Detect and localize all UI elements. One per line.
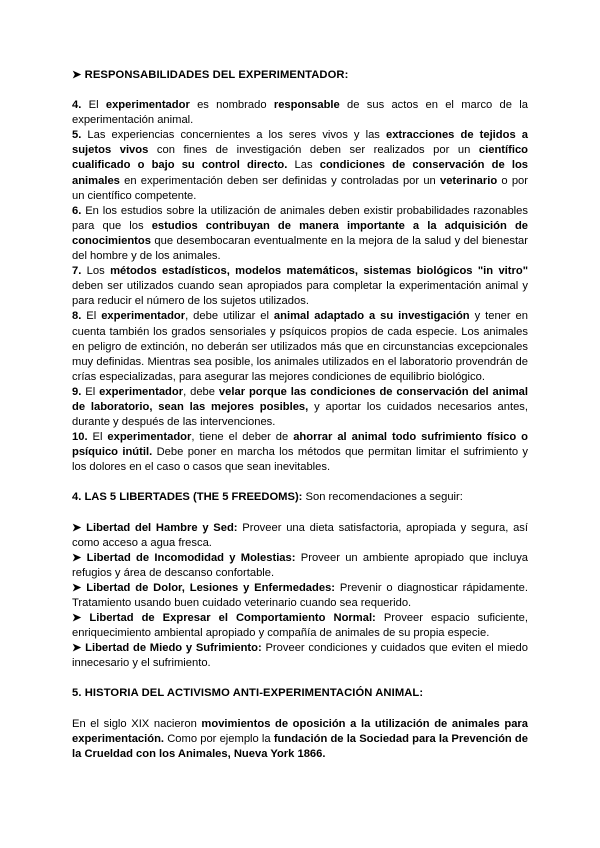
item-text-segment: condiciones de conservación de los animales xyxy=(72,159,528,187)
item-text-segment: El xyxy=(87,431,108,444)
arrow-bullet-icon: ➤ xyxy=(72,521,87,534)
item-text-segment: científico cualificado o bajo su control directo. xyxy=(72,144,528,172)
arrow-bullet-icon: ➤ xyxy=(72,642,86,655)
item-text-segment: Los xyxy=(81,265,111,278)
item-text-segment: o por un científico competente. xyxy=(72,174,529,202)
item-text-segment: Las experiencias concernientes a los seres vivos y las xyxy=(81,129,386,142)
libertades-heading-bold: 4. LAS 5 LIBERTADES (THE 5 FREEDOMS): xyxy=(72,491,303,504)
freedoms-list xyxy=(72,521,528,672)
item-text-segment: que desembocaran eventualmente en la mejora de la salud y del bienestar del hombre y de los animales. xyxy=(72,234,528,263)
freedom-title: Libertad del Hambre y Sed: xyxy=(86,521,238,534)
item-text-segment: veterinario xyxy=(439,174,498,187)
item-text-segment: , tiene el deber de xyxy=(191,431,294,444)
item-number: 7. xyxy=(72,265,82,278)
section-heading-historia: 5. HISTORIA DEL ACTIVISMO ANTI-EXPERIMENTACIÓN ANIMAL: xyxy=(72,687,424,700)
item-text-segment: en experimentación deben ser definidas y controladas por un xyxy=(119,174,440,187)
freedom-title: Libertad de Expresar el Comportamiento Normal: xyxy=(89,612,376,625)
freedom-item xyxy=(72,641,528,671)
item-text-segment: estudios contribuyan de manera importante a la adquisición de conocimientos xyxy=(72,219,528,247)
item-number: 6. xyxy=(72,204,82,217)
item-number: 10. xyxy=(72,431,88,444)
item-text-segment: experimentador xyxy=(99,385,184,398)
item-text-segment: experimentador xyxy=(105,99,190,112)
item-text-segment: Las xyxy=(287,159,320,172)
responsibilities-list xyxy=(72,98,528,475)
item-text-segment: métodos estadísticos, modelos matemáticos, sistemas biológicos "in vitro" xyxy=(110,265,528,278)
freedom-text: Proveer espacio suficiente, enriquecimiento ambiental apropiado y compañía de animales de su propia especie. xyxy=(72,612,528,640)
historia-paragraph xyxy=(72,717,528,762)
item-text-segment: ahorrar al animal todo sufrimiento físico o psíquico inútil. xyxy=(72,431,528,459)
item-text-segment: En los estudios sobre la utilización de animales deben existir probabilidades razonables para que los xyxy=(72,204,528,232)
document-page xyxy=(72,68,528,762)
item-text-segment: de sus actos en el marco de la experimentación animal. xyxy=(72,99,528,127)
section-heading-libertades xyxy=(72,490,528,505)
freedom-item xyxy=(72,611,528,641)
responsibility-item xyxy=(72,309,528,384)
item-text-segment: deben ser utilizados cuando sean apropiados para completar la experimentación animal y para reducir el número de los sujetos utilizados. xyxy=(72,280,528,308)
freedom-item xyxy=(72,551,528,581)
arrow-bullet-icon: ➤ xyxy=(72,551,87,564)
historia-text-segment: En el siglo XIX nacieron xyxy=(72,717,202,730)
freedom-item xyxy=(72,521,528,551)
item-text-segment: responsable xyxy=(273,99,340,112)
item-number: 8. xyxy=(72,310,82,323)
libertades-heading-tail: Son recomendaciones a seguir: xyxy=(302,491,463,504)
item-text-segment: experimentador xyxy=(107,431,192,444)
responsibility-item xyxy=(72,128,528,203)
item-text-segment: , debe xyxy=(183,385,219,398)
item-text-segment: con fines de investigación deben ser realizados por un xyxy=(148,144,479,157)
item-text-segment: El xyxy=(81,385,100,398)
item-number: 5. xyxy=(72,129,82,142)
item-text-segment: es nombrado xyxy=(189,99,274,112)
historia-text-segment: Como por ejemplo la xyxy=(164,732,274,745)
item-text-segment: El xyxy=(81,310,102,323)
item-text-segment: , debe utilizar el xyxy=(185,310,274,323)
item-text-segment: El xyxy=(81,99,106,112)
freedom-item xyxy=(72,581,528,611)
responsibility-item xyxy=(72,204,528,264)
freedom-text: Proveer un ambiente apropiado que incluya refugios y área de descanso confortable. xyxy=(72,551,529,579)
freedom-text: Proveer condiciones y cuidados que eviten el miedo innecesario y el sufrimiento. xyxy=(72,642,529,670)
item-number: 4. xyxy=(72,99,82,112)
item-text-segment: extracciones de tejidos a sujetos vivos xyxy=(72,129,528,157)
freedom-title: Libertad de Incomodidad y Molestias: xyxy=(86,551,296,564)
item-text-segment: animal adaptado a su investigación xyxy=(273,310,470,323)
item-text-segment: experimentador xyxy=(101,310,186,323)
item-text-segment: y tener en cuenta también los grados sensoriales y psíquicos propios de cada especie. Los animales en peligro de extinción, no deberán ser utilizados más que en circunstancias excepcionales muy definidas. Mientras sea posible, los animales utilizados en el laboratorio provendrán de crías especializadas, para asegurar las mejores condiciones de equilibrio biológico. xyxy=(72,310,529,383)
historia-text-segment: fundación de la Sociedad para la Prevención de la Crueldad con los Animales, Nueva York 1866. xyxy=(72,732,528,760)
freedom-text: Prevenir o diagnosticar rápidamente. Tratamiento usando buen cuidado veterinario cuando sea requerido. xyxy=(72,581,528,609)
section-heading-responsabilidades: ➤ RESPONSABILIDADES DEL EXPERIMENTADOR: xyxy=(72,69,349,81)
arrow-bullet-icon: ➤ xyxy=(72,581,87,594)
freedom-text: Proveer una dieta satisfactoria, apropiada y segura, así como acceso a agua fresca. xyxy=(72,521,528,549)
responsibility-item xyxy=(72,430,528,475)
historia-text-segment: movimientos de oposición a la utilización de animales para experimentación. xyxy=(72,717,529,745)
item-number: 9. xyxy=(72,385,82,398)
freedom-title: Libertad de Dolor, Lesiones y Enfermedades: xyxy=(86,581,336,594)
item-text-segment: y aportar los cuidados necesarios antes, durante y después de las intervenciones. xyxy=(72,400,528,429)
arrow-bullet-icon: ➤ xyxy=(72,612,90,625)
item-text-segment: Debe poner en marcha los métodos que permitan limitar el sufrimiento y los dolores en el caso o casos que sean inevitables. xyxy=(72,446,529,474)
item-text-segment: velar porque las condiciones de conservación del animal de laboratorio, sean las mejores posibles, xyxy=(72,385,529,413)
freedom-title: Libertad de Miedo y Sufrimiento: xyxy=(85,642,262,655)
responsibility-item xyxy=(72,385,528,430)
responsibility-item xyxy=(72,264,528,309)
responsibility-item xyxy=(72,98,528,128)
